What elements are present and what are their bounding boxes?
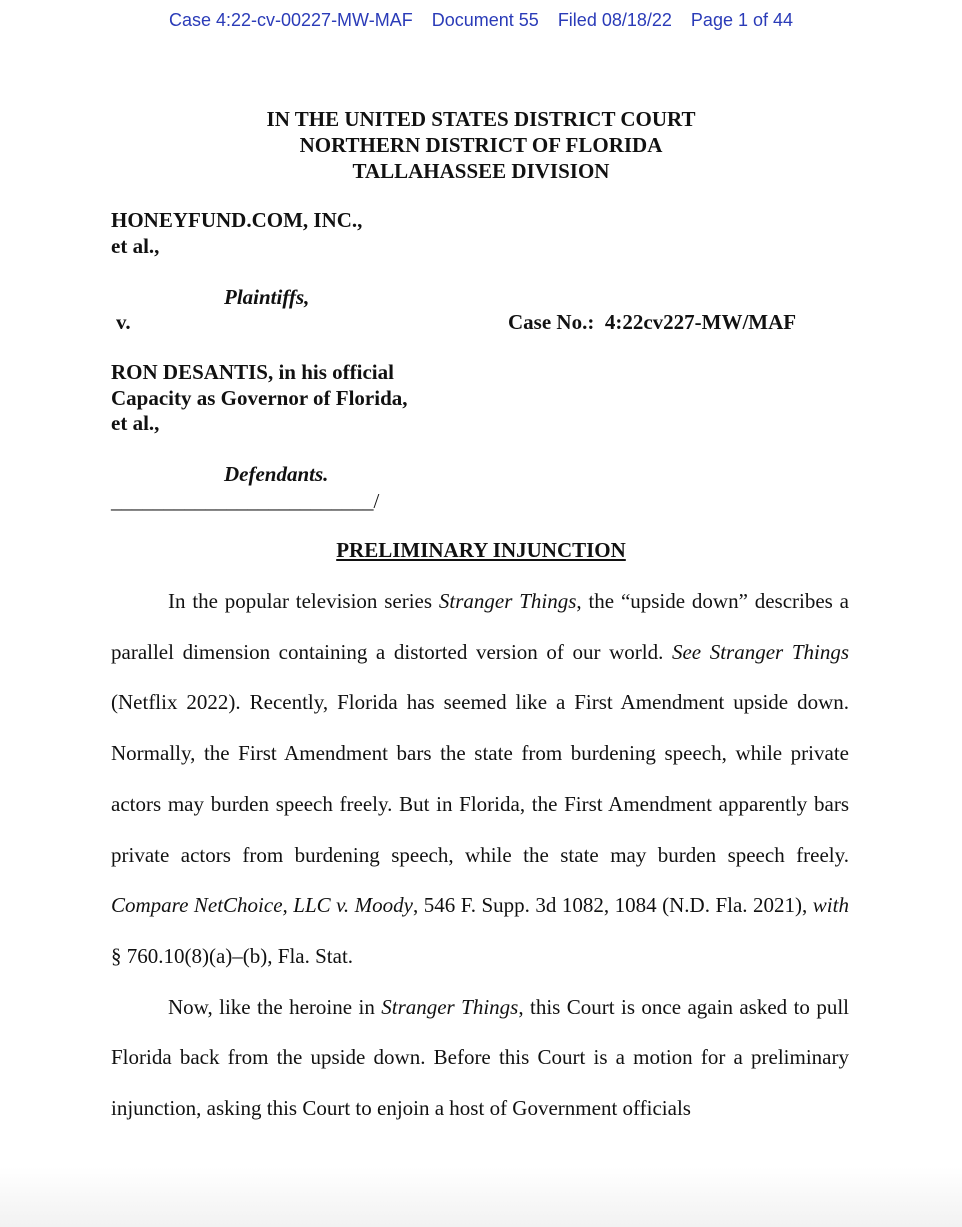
p1-text-a: In the popular television series	[168, 589, 439, 613]
ecf-page-number: Page 1 of 44	[690, 10, 794, 30]
paragraph-1	[111, 576, 849, 982]
ecf-filed-date: Filed 08/18/22	[557, 10, 672, 30]
p1-italic-with: with	[812, 893, 849, 918]
court-division: TALLAHASSEE DIVISION	[352, 159, 610, 183]
defendants-label: Defendants.	[224, 462, 329, 486]
plaintiff-name: HONEYFUND.COM, INC.,	[111, 208, 363, 232]
case-number-label: Case No.:	[508, 310, 595, 334]
p1-italic-compare-cite: Compare NetChoice, LLC v. Moody	[111, 893, 413, 918]
page-bottom-shadow	[0, 1167, 962, 1227]
p1-text-i: § 760.10(8)(a)–(b), Fla. Stat.	[111, 943, 354, 968]
caption-rule: _________________________/	[111, 489, 380, 513]
court-district: NORTHERN DISTRICT OF FLORIDA	[299, 133, 663, 157]
court-name: IN THE UNITED STATES DISTRICT COURT	[266, 107, 696, 131]
versus: v.	[116, 310, 131, 334]
p2-italic-show: Stranger Things	[381, 994, 519, 1019]
p1-text-c: , the “upside down” describes a parallel dimension containing a distorted version of our world.	[111, 589, 849, 664]
document-title: PRELIMINARY INJUNCTION	[336, 538, 626, 562]
p1-text-e: (Netflix 2022). Recently, Florida has seemed like a First Amendment upside down. Normally, the First Amendment bars the state from burdening speech, while private actors may burden speech freely. But in Florida, the First Amendment apparently bars private actors from burdening speech, while the state may burden speech freely.	[111, 690, 849, 867]
p2-text-c: , this Court is once again asked to pull Florida back from the upside down. Before this Court is a motion for a preliminary injunction, asking this Court to enjoin a host of Government officials	[111, 994, 850, 1121]
defendant-line-1: RON DESANTIS, in his official	[111, 360, 394, 384]
defendant-et-al: et al.,	[111, 411, 160, 435]
defendant-line-2: Capacity as Governor of Florida,	[111, 386, 408, 410]
plaintiff-et-al: et al.,	[111, 234, 160, 258]
p2-text-a: Now, like the heroine in	[168, 994, 382, 1019]
opinion-body	[111, 576, 849, 1134]
plaintiffs-label: Plaintiffs,	[224, 285, 310, 309]
p1-italic-see-cite: See Stranger Things	[671, 639, 849, 664]
p1-text-g: , 546 F. Supp. 3d 1082, 1084 (N.D. Fla. 2021),	[412, 893, 813, 918]
ecf-case-number: Case 4:22-cv-00227-MW-MAF	[168, 10, 413, 30]
ecf-document-number: Document 55	[431, 10, 539, 30]
p1-italic-show: Stranger Things	[438, 589, 577, 613]
paragraph-2	[111, 982, 849, 1134]
case-number-block	[508, 310, 796, 335]
case-number: 4:22cv227-MW/MAF	[604, 310, 797, 334]
court-heading	[0, 106, 962, 184]
ecf-filing-header	[0, 10, 962, 31]
